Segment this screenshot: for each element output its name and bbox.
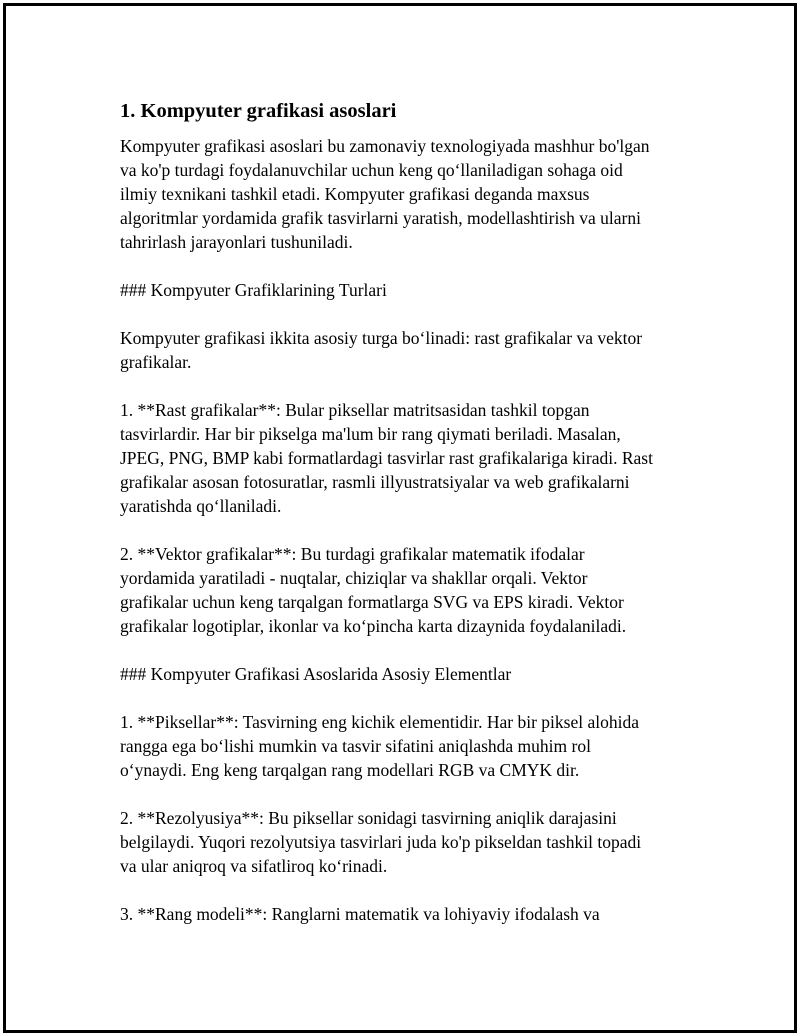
text-line: grafikalar asosan fotosuratlar, rasmli illyustratsiyalar va web grafikalarni	[120, 472, 630, 492]
list-item-piksellar	[120, 710, 690, 782]
text-line: o‘ynaydi. Eng keng tarqalgan rang modellari RGB va CMYK dir.	[120, 760, 580, 780]
text-line: Kompyuter grafikasi ikkita asosiy turga bo‘linadi: rast grafikalar va vektor	[120, 328, 643, 348]
text-line: rangga ega bo‘lishi mumkin va tasvir sifatini aniqlashda muhim rol	[120, 736, 591, 756]
text-line: ilmiy texnikani tashkil etadi. Kompyuter grafikasi deganda maxsus	[120, 184, 590, 204]
text-line: JPEG, PNG, BMP kabi formatlardagi tasvirlar rast grafikalariga kiradi. Rast	[120, 448, 653, 468]
page-title: 1. Kompyuter grafikasi asoslari	[120, 100, 397, 122]
section-heading-turlari	[120, 278, 690, 302]
document-page	[3, 3, 797, 1033]
text-line: 1. **Piksellar**: Tasvirning eng kichik elementidir. Har bir piksel alohida	[120, 712, 639, 732]
list-item-rast	[120, 398, 690, 518]
paragraph-intro	[120, 134, 690, 254]
text-line: 1. **Rast grafikalar**: Bular piksellar matritsasidan tashkil topgan	[120, 400, 590, 420]
text-line: grafikalar uchun keng tarqalgan formatlarga SVG va EPS kiradi. Vektor	[120, 592, 624, 612]
text-line: 3. **Rang modeli**: Ranglarni matematik va lohiyaviy ifodalash va	[120, 904, 600, 924]
document-content	[120, 98, 690, 950]
text-line: tahrirlash jarayonlari tushuniladi.	[120, 232, 353, 252]
text-line: 2. **Rezolyusiya**: Bu piksellar sonidagi tasvirning aniqlik darajasini	[120, 808, 617, 828]
text-line: grafikalar logotiplar, ikonlar va ko‘pincha karta dizaynida foydalaniladi.	[120, 616, 627, 636]
text-line: belgilaydi. Yuqori rezolyutsiya tasvirlari juda ko'p pikseldan tashkil topadi	[120, 832, 642, 852]
text-line: va ko'p turdagi foydalanuvchilar uchun keng qo‘llaniladigan sohaga oid	[120, 160, 623, 180]
text-line: yordamida yaratiladi - nuqtalar, chiziqlar va shakllar orqali. Vektor	[120, 568, 588, 588]
text-line: yaratishda qo‘llaniladi.	[120, 496, 282, 516]
text-line: ### Kompyuter Grafikasi Asoslarida Asosiy Elementlar	[120, 664, 512, 684]
text-line: Kompyuter grafikasi asoslari bu zamonaviy texnologiyada mashhur bo'lgan	[120, 136, 650, 156]
paragraph-types-intro	[120, 326, 690, 374]
text-line: grafikalar.	[120, 352, 192, 372]
section-heading-elementlar	[120, 662, 690, 686]
text-line: tasvirlardir. Har bir pikselga ma'lum bir rang qiymati beriladi. Masalan,	[120, 424, 621, 444]
text-line: ### Kompyuter Grafiklarining Turlari	[120, 280, 387, 300]
list-item-rang-modeli	[120, 902, 690, 926]
text-line: va ular aniqroq va sifatliroq ko‘rinadi.	[120, 856, 388, 876]
text-line: 2. **Vektor grafikalar**: Bu turdagi grafikalar matematik ifodalar	[120, 544, 585, 564]
text-line: algoritmlar yordamida grafik tasvirlarni yaratish, modellashtirish va ularni	[120, 208, 641, 228]
list-item-vektor	[120, 542, 690, 638]
list-item-rezolyusiya	[120, 806, 690, 878]
